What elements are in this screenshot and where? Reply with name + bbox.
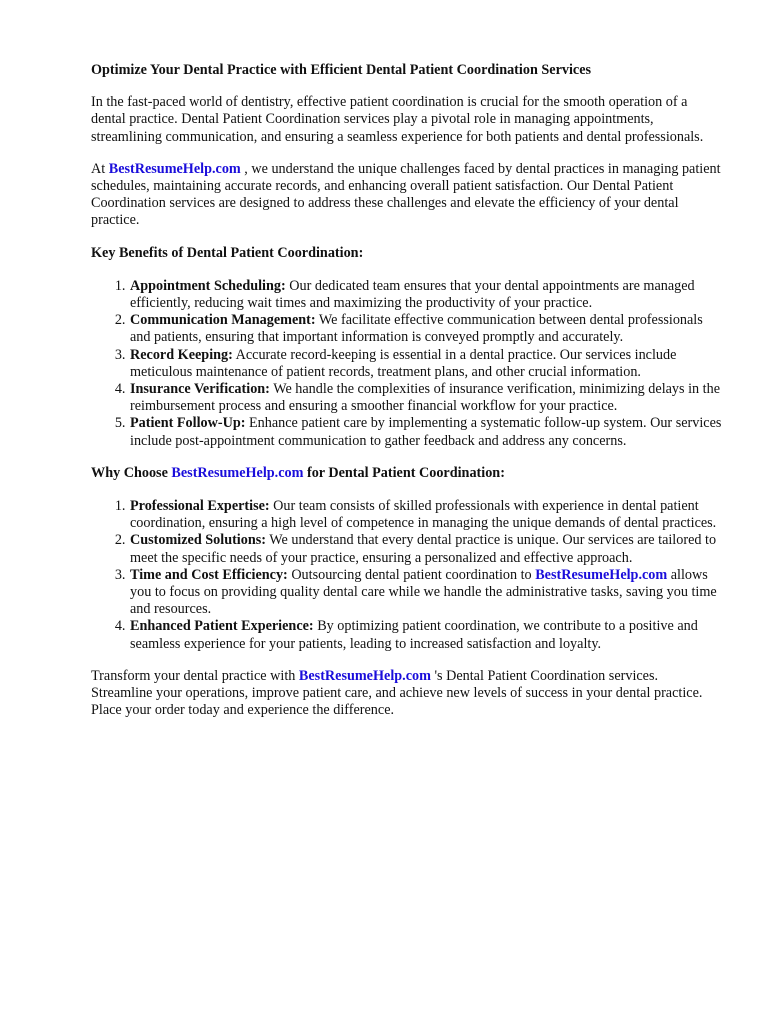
benefits-heading: Key Benefits of Dental Patient Coordination:: [91, 244, 364, 261]
benefit-term: Insurance Verification:: [130, 381, 270, 398]
why-term: Time and Cost Efficiency:: [130, 566, 288, 583]
why-term: Professional Expertise:: [130, 498, 270, 515]
why-heading-prefix: Why Choose: [91, 464, 172, 481]
why-heading-suffix: for Dental Patient Coordination:: [303, 464, 505, 481]
page-title: Optimize Your Dental Practice with Efficient Dental Patient Coordination Services: [91, 62, 592, 78]
list-item: [129, 278, 723, 312]
bestresumehelp-link[interactable]: BestResumeHelp.com: [171, 464, 304, 481]
why-term: Enhanced Patient Experience:: [130, 618, 314, 635]
benefit-text: Accurate record-keeping is essential in a dental practice. Our services include meticulous maintenance of patient records, treatment plans, and other crucial information.: [130, 346, 677, 380]
list-item: [129, 618, 723, 652]
why-term: Customized Solutions:: [130, 532, 266, 549]
list-item: [129, 312, 723, 346]
about-paragraph: [91, 161, 723, 230]
bestresumehelp-link[interactable]: BestResumeHelp.com: [298, 667, 431, 684]
list-item: [129, 498, 723, 532]
benefit-term: Patient Follow-Up:: [130, 415, 246, 432]
benefits-list: [91, 278, 723, 450]
document-body: [91, 62, 723, 735]
closing-suffix: 's Dental Patient Coordination services. Streamline your operations, improve patient care, and achieve new levels of success in your dental practice. Place your order today and experience the difference.: [91, 667, 703, 719]
bestresumehelp-link[interactable]: BestResumeHelp.com: [108, 160, 241, 177]
list-item: [129, 415, 723, 449]
why-text: Our team consists of skilled professionals with experience in dental patient coordination, ensuring a high level of competence in managing the unique demands of dental practices.: [130, 498, 717, 532]
benefit-text: Enhance patient care by implementing a systematic follow-up system. Our services include post-appointment communication to gather feedback and address any concerns.: [130, 415, 722, 449]
benefit-term: Record Keeping:: [130, 346, 233, 363]
closing-prefix: Transform your dental practice with: [91, 667, 299, 684]
benefit-term: Appointment Scheduling:: [130, 277, 286, 294]
why-text: allows you to focus on providing quality dental care while we handle the administrative tasks, saving you time and resources.: [130, 566, 717, 618]
benefit-text: Our dedicated team ensures that your dental appointments are managed efficiently, reducing wait times and maximizing the productivity of your practice.: [130, 277, 695, 312]
closing-paragraph: [91, 668, 723, 720]
list-item: [129, 567, 723, 619]
why-heading: [91, 465, 723, 482]
why-text: Outsourcing dental patient coordination to: [287, 566, 536, 583]
benefit-text: We facilitate effective communication between dental professionals and patients, ensuring that important information is conveyed promptly and accurately.: [130, 312, 703, 346]
about-prefix: At: [91, 160, 109, 177]
list-item: [129, 532, 723, 566]
why-text: We understand that every dental practice is unique. Our services are tailored to meet the specific needs of your practice, ensuring a personalized and effective approach.: [130, 532, 717, 566]
benefit-term: Communication Management:: [130, 312, 316, 329]
benefit-text: We handle the complexities of insurance verification, minimizing delays in the reimbursement process and ensuring a smoother financial workflow for your practice.: [130, 381, 721, 415]
why-list: [91, 498, 723, 653]
why-text: By optimizing patient coordination, we contribute to a positive and seamless experience for your patients, leading to increased satisfaction and loyalty.: [130, 618, 698, 652]
bestresumehelp-link[interactable]: BestResumeHelp.com: [535, 566, 668, 583]
list-item: [129, 381, 723, 415]
intro-paragraph: In the fast-paced world of dentistry, effective patient coordination is crucial for the smooth operation of a dental practice. Dental Patient Coordination services play a pivotal role in managing appointments, streamlining communication, and ensuring a seamless experience for both patients and dental professionals.: [91, 94, 704, 145]
list-item: [129, 347, 723, 381]
about-suffix: , we understand the unique challenges faced by dental practices in managing patient schedules, maintaining accurate records, and enhancing overall patient satisfaction. Our Dental Patient Coordination services are designed to address these challenges and elevate the efficiency of your dental practice.: [91, 160, 721, 229]
